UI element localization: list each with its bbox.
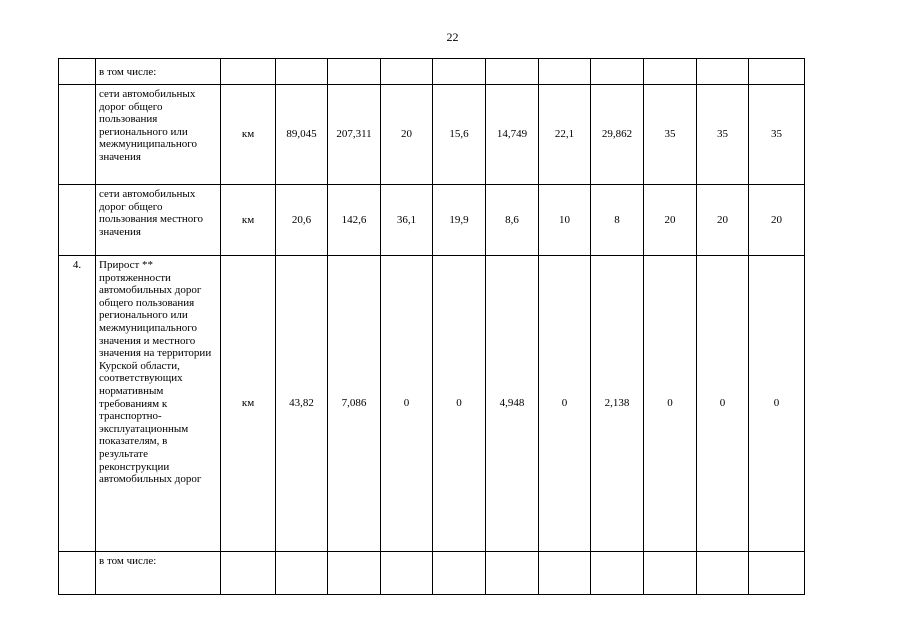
page-number: 22 [446,30,459,44]
unit-cell [221,552,276,595]
value-cell [381,552,433,595]
value-cell: 29,862 [591,85,644,185]
value-cell: 0 [433,256,486,552]
table-row-subheader-1 [59,59,805,85]
value-cell: 10 [539,185,591,256]
value-cell: 36,1 [381,185,433,256]
unit-cell: км [221,256,276,552]
value-cell: 22,1 [539,85,591,185]
value-cell [328,59,381,85]
value-cell: 35 [749,85,805,185]
value-cell [433,59,486,85]
unit-cell [221,59,276,85]
row-name: сети автомобильных дорог общего пользования местного значения [96,185,221,256]
row-number [59,59,96,85]
table-row-length-increase [59,256,805,552]
value-cell: 7,086 [328,256,381,552]
value-cell: 20 [644,185,697,256]
value-cell [381,59,433,85]
value-cell: 43,82 [276,256,328,552]
row-name: сети автомобильных дорог общего пользования регионального или межмуниципального значения [96,85,221,185]
value-cell [591,59,644,85]
value-cell [697,59,749,85]
value-cell: 8,6 [486,185,539,256]
value-cell: 0 [697,256,749,552]
value-cell: 89,045 [276,85,328,185]
value-cell: 0 [381,256,433,552]
value-cell [697,552,749,595]
value-cell [749,59,805,85]
value-cell [539,552,591,595]
value-cell: 0 [749,256,805,552]
table-row-regional-network [59,85,805,185]
row-number [59,552,96,595]
row-number [59,185,96,256]
value-cell: 20,6 [276,185,328,256]
value-cell [749,552,805,595]
value-cell: 20 [749,185,805,256]
value-cell: 0 [539,256,591,552]
value-cell [486,59,539,85]
value-cell: 8 [591,185,644,256]
value-cell: 15,6 [433,85,486,185]
value-cell: 35 [644,85,697,185]
value-cell [644,59,697,85]
row-number [59,85,96,185]
value-cell [328,552,381,595]
row-name: в том числе: [96,552,221,595]
value-cell [433,552,486,595]
unit-cell: км [221,185,276,256]
value-cell: 20 [381,85,433,185]
value-cell [644,552,697,595]
value-cell [276,59,328,85]
value-cell [276,552,328,595]
value-cell: 19,9 [433,185,486,256]
value-cell: 35 [697,85,749,185]
table-row-subheader-2 [59,552,805,595]
value-cell: 2,138 [591,256,644,552]
value-cell [591,552,644,595]
row-name: в том числе: [96,59,221,85]
value-cell [539,59,591,85]
value-cell: 207,311 [328,85,381,185]
value-cell: 4,948 [486,256,539,552]
value-cell: 14,749 [486,85,539,185]
indicators-table [58,58,805,595]
row-number: 4. [59,256,96,552]
unit-cell: км [221,85,276,185]
row-name: Прирост ** протяженности автомобильных дорог общего пользования регионального или межмуниципального значения и местного значения на территории Курской области, соответствующих нормативным требованиям к транспортно-эксплуатационным показателям, в результате реконструкции автомобильных дорог [96,256,221,552]
value-cell: 20 [697,185,749,256]
table-row-local-network [59,185,805,256]
value-cell: 142,6 [328,185,381,256]
value-cell [486,552,539,595]
value-cell: 0 [644,256,697,552]
